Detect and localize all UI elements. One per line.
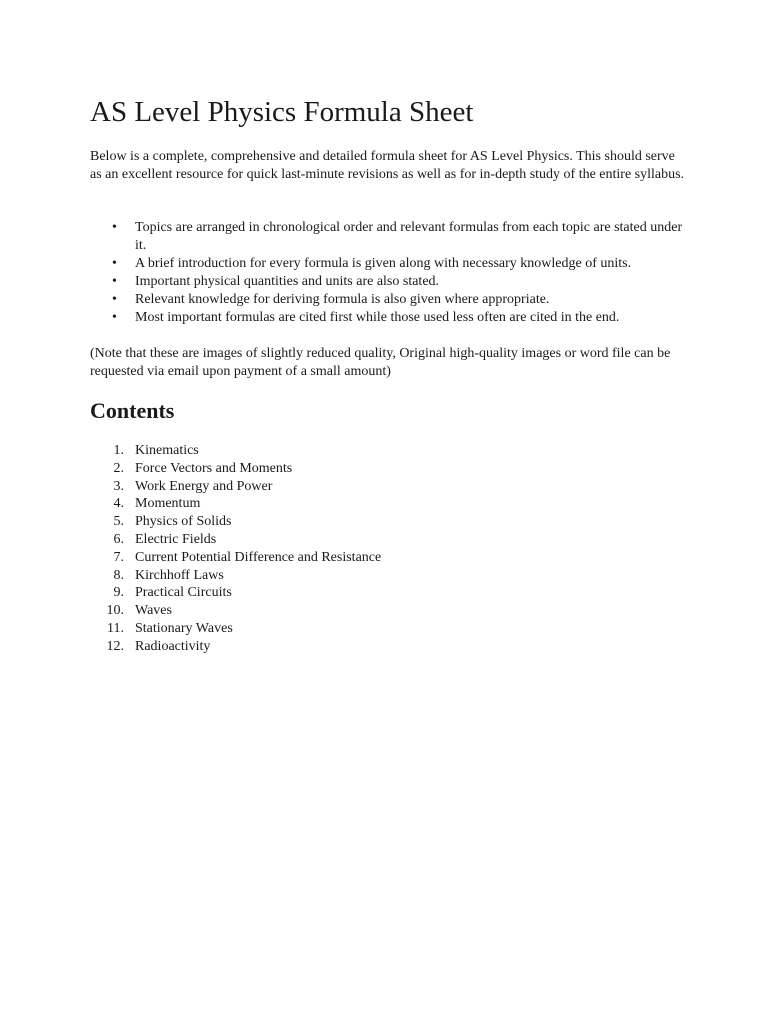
- contents-item: [90, 638, 690, 656]
- contents-item-label: Force Vectors and Moments: [135, 460, 293, 476]
- contents-item-number: 4.: [113, 496, 124, 512]
- contents-item-number: 5.: [113, 514, 124, 530]
- contents-item-label: Electric Fields: [135, 531, 217, 547]
- bullet-marker: •: [112, 292, 117, 307]
- contents-item-number: 6.: [113, 531, 124, 547]
- bullet-item: [90, 219, 690, 255]
- contents-item: [90, 478, 690, 496]
- contents-item-label: Kirchhoff Laws: [135, 567, 224, 583]
- contents-item: [90, 531, 690, 549]
- contents-item-label: Stationary Waves: [135, 620, 233, 636]
- intro-paragraph: Below is a complete, comprehensive and detailed formula sheet for AS Level Physics. This should serve as an excellent resource for quick last-minute revisions as well as for in-depth study of the entire syllabus.: [90, 149, 685, 182]
- contents-item: [90, 442, 690, 460]
- bullet-text: Relevant knowledge for deriving formula is also given where appropriate.: [135, 292, 550, 307]
- contents-item: [90, 460, 690, 478]
- bullet-marker: •: [112, 310, 117, 325]
- document-title: AS Level Physics Formula Sheet: [90, 96, 474, 128]
- contents-item-label: Momentum: [135, 496, 201, 512]
- contents-item-number: 7.: [113, 549, 124, 565]
- contents-item-number: 9.: [113, 585, 124, 601]
- contents-item-label: Physics of Solids: [135, 514, 232, 530]
- bullet-item: [90, 273, 690, 291]
- contents-item-number: 12.: [106, 638, 124, 654]
- bullet-marker: •: [112, 274, 117, 289]
- contents-item: [90, 584, 690, 602]
- contents-item-label: Radioactivity: [135, 638, 211, 654]
- contents-item: [90, 620, 690, 638]
- bullet-text: Topics are arranged in chronological order and relevant formulas from each topic are stated under it.: [135, 220, 683, 253]
- bullet-marker: •: [112, 256, 117, 271]
- contents-item: [90, 513, 690, 531]
- contents-item-label: Waves: [135, 603, 172, 619]
- contents-list: [90, 442, 690, 656]
- bullet-item: [90, 309, 690, 327]
- bullet-marker: •: [112, 220, 117, 235]
- contents-item-number: 8.: [113, 567, 124, 583]
- contents-item-number: 3.: [113, 478, 124, 494]
- bullet-text: Important physical quantities and units are also stated.: [135, 274, 440, 289]
- contents-item: [90, 567, 690, 585]
- contents-item-number: 1.: [113, 443, 124, 458]
- feature-bullet-list: [90, 219, 690, 327]
- quality-note: (Note that these are images of slightly reduced quality, Original high-quality images or word file can be requested via email upon payment of a small amount): [90, 346, 671, 379]
- contents-item-label: Current Potential Difference and Resistance: [135, 549, 382, 565]
- bullet-item: [90, 255, 690, 273]
- bullet-item: [90, 291, 690, 309]
- contents-heading: Contents: [90, 398, 175, 423]
- bullet-text: A brief introduction for every formula is given along with necessary knowledge of units.: [135, 256, 632, 271]
- contents-item-label: Work Energy and Power: [135, 478, 273, 494]
- contents-item-number: 2.: [113, 460, 124, 476]
- contents-item: [90, 602, 690, 620]
- contents-item-number: 11.: [107, 620, 124, 636]
- bullet-text: Most important formulas are cited first while those used less often are cited in the end.: [135, 310, 620, 325]
- contents-item: [90, 495, 690, 513]
- contents-item: [90, 549, 690, 567]
- contents-item-label: Kinematics: [135, 443, 199, 458]
- contents-item-number: 10.: [106, 603, 124, 619]
- contents-item-label: Practical Circuits: [135, 585, 232, 601]
